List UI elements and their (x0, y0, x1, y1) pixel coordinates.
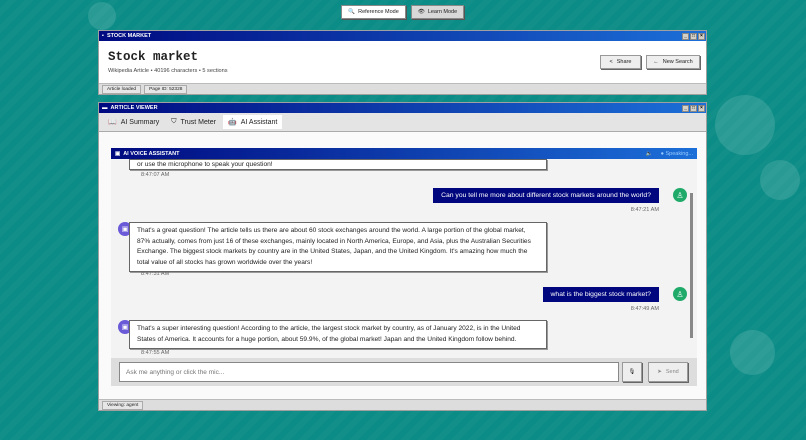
status-viewing: Viewing: agent (102, 401, 143, 410)
timestamp: 8:47:07 AM (141, 172, 170, 178)
arrow-left-icon: ← (653, 59, 659, 65)
robot-icon: 🤖 (228, 119, 237, 126)
assistant-panel (111, 148, 697, 386)
ai-message: That's a great question! The article tells us there are about 60 stock exchanges around the world. A large portion of the global market, 87% actually, comes from just 16 of these exchanges, mainly located in North America, Europe, and Asia, plus the Australian Securities Exchange. The biggest stock markets by country are in the United States, Japan, and the United Kingdom. It's amazing how much the total value of all stocks has grown worldwide over the years! (129, 222, 547, 272)
title-bar: ▬ ARTICLE VIEWER _ □ × (99, 103, 706, 113)
send-icon: ➤ (657, 369, 662, 375)
status-bar (99, 399, 706, 410)
ai-avatar-icon: ▣ (118, 222, 132, 236)
tab-trust-meter[interactable]: ⛉ Trust Meter (171, 118, 217, 126)
ai-avatar-icon: ▣ (118, 320, 132, 334)
speaking-indicator: ● Speaking... (660, 150, 693, 157)
page-title: Stock market (108, 50, 199, 64)
article-viewer-window (98, 102, 707, 411)
user-message: what is the biggest stock market? (543, 287, 660, 302)
new-search-button[interactable]: ← New Search (646, 55, 700, 69)
microphone-icon: 🎙 (628, 369, 636, 375)
decor-bubble (715, 95, 775, 155)
robot-icon: ▣ (115, 150, 121, 157)
maximize-button[interactable]: □ (691, 105, 696, 111)
user-avatar-icon: ♙ (673, 188, 687, 202)
timestamp: 8:47:49 AM (630, 306, 659, 312)
decor-bubble (730, 330, 775, 375)
close-button[interactable]: × (698, 33, 705, 40)
stock-market-window (98, 30, 707, 95)
share-icon: < (609, 59, 613, 65)
status-bar (99, 83, 706, 94)
search-icon: 🔍 (348, 9, 356, 15)
reference-mode-button[interactable]: 🔍 Reference Mode (341, 5, 406, 19)
timestamp: 8:47:31 AM (141, 271, 170, 277)
tab-bar (99, 113, 706, 132)
timestamp: 8:47:55 AM (141, 350, 170, 356)
speaker-icon[interactable]: 🔈 (645, 150, 653, 157)
article-meta: Wikipedia Article • 40196 characters • 5 sections (108, 68, 228, 74)
maximize-button[interactable]: □ (691, 33, 696, 39)
title-bar: ▪ STOCK MARKET _ □ × (99, 31, 706, 41)
decor-bubble (760, 160, 800, 200)
input-area (111, 358, 697, 386)
scrollbar[interactable] (690, 173, 694, 357)
window-icon: ▬ (102, 105, 108, 111)
assistant-header: ▣ AI VOICE ASSISTANT 🔈 ● Speaking... (111, 148, 697, 159)
book-icon: 📖 (108, 119, 117, 126)
shield-icon: ⛉ (171, 118, 177, 125)
timestamp: 8:47:21 AM (630, 207, 659, 213)
tab-ai-assistant[interactable]: 🤖 AI Assistant (223, 115, 282, 129)
ai-message: That's a super interesting question! According to the article, the largest stock market by country, as of January 2022, is in the United States of America. It accounts for a huge portion, about 59.9%, of the global market! Japan and the United Kingdom follow behind. (129, 320, 547, 349)
ai-message: or use the microphone to speak your question! (129, 159, 547, 170)
close-button[interactable]: × (698, 105, 705, 112)
status-loaded: Article loaded (102, 85, 141, 94)
microphone-button[interactable] (622, 362, 642, 382)
status-page-id: Page ID: 52328 (144, 85, 187, 94)
eye-icon: 👁 (417, 9, 425, 15)
tab-ai-summary[interactable]: 📖 AI Summary (108, 118, 160, 126)
decor-bubble (88, 2, 116, 30)
window-icon: ▪ (102, 33, 104, 39)
send-button[interactable]: ➤ Send (648, 362, 688, 382)
user-avatar-icon: ♙ (673, 287, 687, 301)
minimize-button[interactable]: _ (682, 33, 689, 40)
minimize-button[interactable]: _ (682, 105, 689, 112)
message-input[interactable] (119, 362, 619, 382)
share-button[interactable]: < Share (600, 55, 641, 69)
learn-mode-button[interactable]: 👁 Learn Mode (411, 5, 464, 19)
user-message: Can you tell me more about different stock markets around the world? (433, 188, 659, 203)
message-list (111, 159, 697, 357)
scrollbar-thumb[interactable] (690, 193, 693, 338)
